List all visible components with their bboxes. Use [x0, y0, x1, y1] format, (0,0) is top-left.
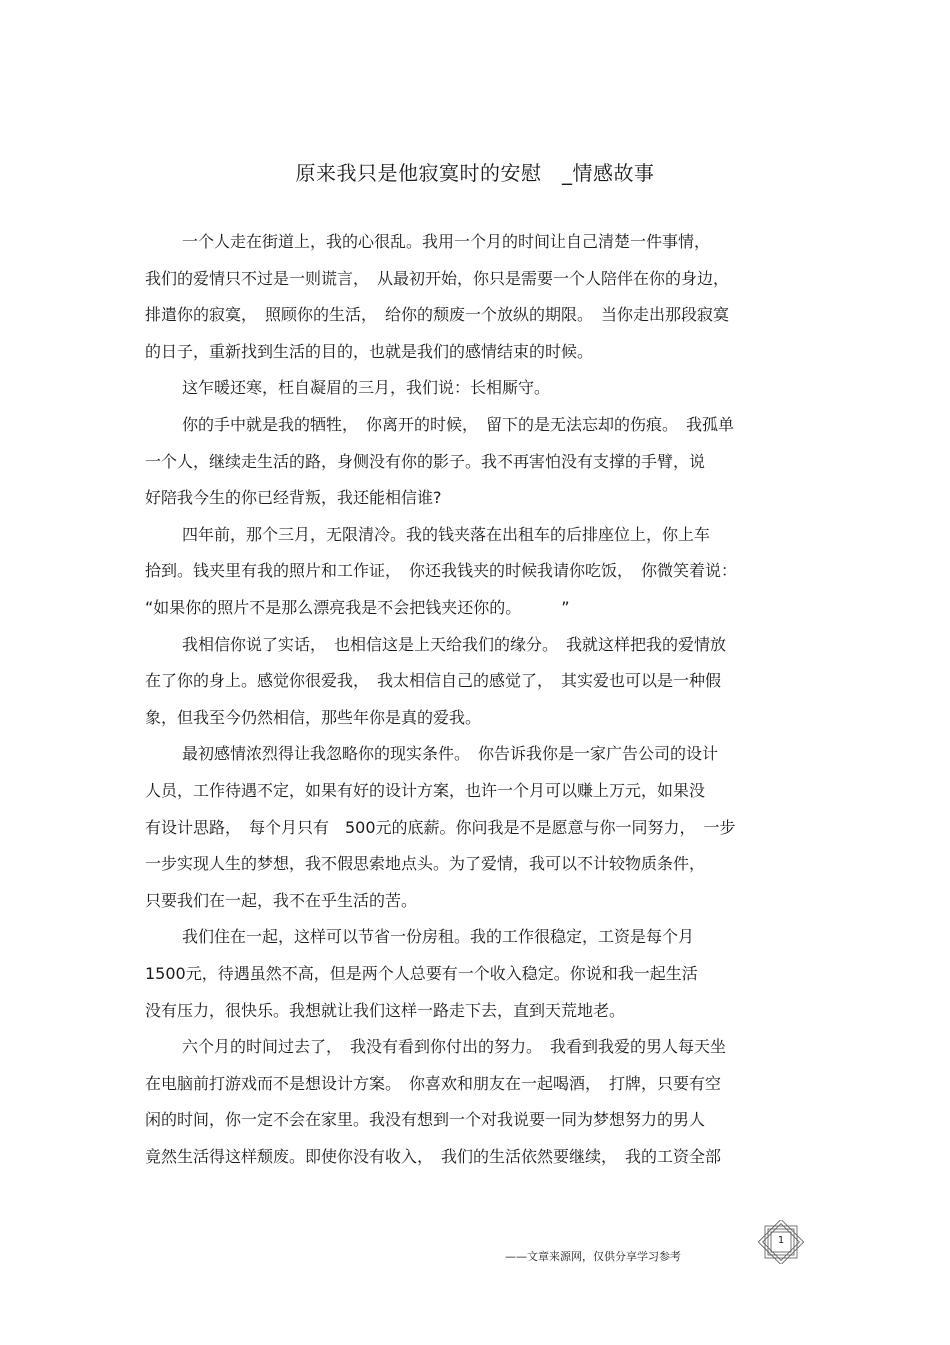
body-line: 在电脑前打游戏而不是想设计方案。 你喜欢和朋友在一起喝酒， 打牌，只要有空 [145, 1073, 722, 1093]
body-line: 排遣你的寂寞， 照顾你的生活， 给你的颓废一个放纵的期限。 当你走出那段寂寞 [145, 305, 730, 325]
page-number: 1 [777, 1235, 785, 1246]
body-line: 人员，工作待遇不定，如果有好的设计方案，也许一个月可以赚上万元，如果没 [145, 781, 706, 800]
body-line: 的日子，重新找到生活的目的，也就是我们的感情结束的时候。 [145, 341, 594, 361]
body-line: 象，但我至今仍然相信，那些年你是真的爱我。 [145, 707, 482, 727]
body-line: 闲的时间，你一定不会在家里。我没有想到一个对我说要一同为梦想努力的男人 [145, 1110, 706, 1130]
body-line: 四年前，那个三月，无限清冷。我的钱夹落在出租车的后排座位上，你上车 [182, 524, 711, 544]
body-line: 六个月的时间过去了， 我没有看到你付出的努力。 我看到我爱的男人每天坐 [182, 1037, 727, 1057]
body-line: 最初感情浓烈得让我忽略你的现实条件。 你告诉我你是一家广告公司的设计 [182, 744, 719, 764]
body-line: 我相信你说了实话， 也相信这是上天给我们的缘分。 我就这样把我的爱情放 [182, 634, 727, 654]
body-line: 好陪我今生的你已经背叛，我还能相信谁? [145, 488, 442, 508]
page-badge [757, 1220, 805, 1264]
body-line: 1500元，待遇虽然不高，但是两个人总要有一个收入稳定。你说和我一起生活 [145, 964, 698, 983]
body-line: 一步实现人生的梦想，我不假思索地点头。为了爱情，我可以不计较物质条件， [145, 854, 706, 874]
document-title: 原来我只是他寂寞时的安慰 _情感故事 [295, 161, 655, 185]
body-line: 我们的爱情只不过是一则谎言， 从最初开始，你只是需要一个人陪伴在你的身边， [145, 268, 730, 288]
body-line: 在了你的身上。感觉你很爱我， 我太相信自己的感觉了， 其实爱也可以是一种假 [145, 671, 722, 691]
body-line: “如果你的照片不是那么漂亮我是不会把钱夹还你的。 ” [145, 598, 570, 617]
body-line: 一个人，继续走生活的路，身侧没有你的影子。我不再害怕没有支撑的手臂，说 [145, 451, 706, 471]
body-line: 只要我们在一起，我不在乎生活的苦。 [145, 890, 418, 910]
body-line: 你的手中就是我的牺牲， 你离开的时候， 留下的是无法忘却的伤痕。 我孤单 [182, 415, 735, 434]
body-line: 竟然生活得这样颓废。即使你没有收入， 我们的生活依然要继续， 我的工资全部 [145, 1147, 722, 1166]
body-line: 我们住在一起，这样可以节省一份房租。我的工作很稳定，工资是每个月 [182, 927, 695, 947]
footer-source-note: ——文章来源网，仅供分享学习参考 [505, 1250, 681, 1263]
body-line: 这乍暖还寒，枉自凝眉的三月，我们说：长相厮守。 [182, 378, 551, 398]
body-line: 拾到。钱夹里有我的照片和工作证， 你还我钱夹的时候我请你吃饭， 你微笑着说： [145, 561, 738, 581]
body-line: 没有压力，很快乐。我想就让我们这样一路走下去，直到天荒地老。 [145, 1000, 626, 1020]
body-line: 一个人走在街道上，我的心很乱。我用一个月的时间让自己清楚一件事情， [182, 232, 711, 251]
body-line: 有设计思路， 每个月只有 500元的底薪。你问我是不是愿意与你一同努力， 一步 [145, 817, 736, 837]
